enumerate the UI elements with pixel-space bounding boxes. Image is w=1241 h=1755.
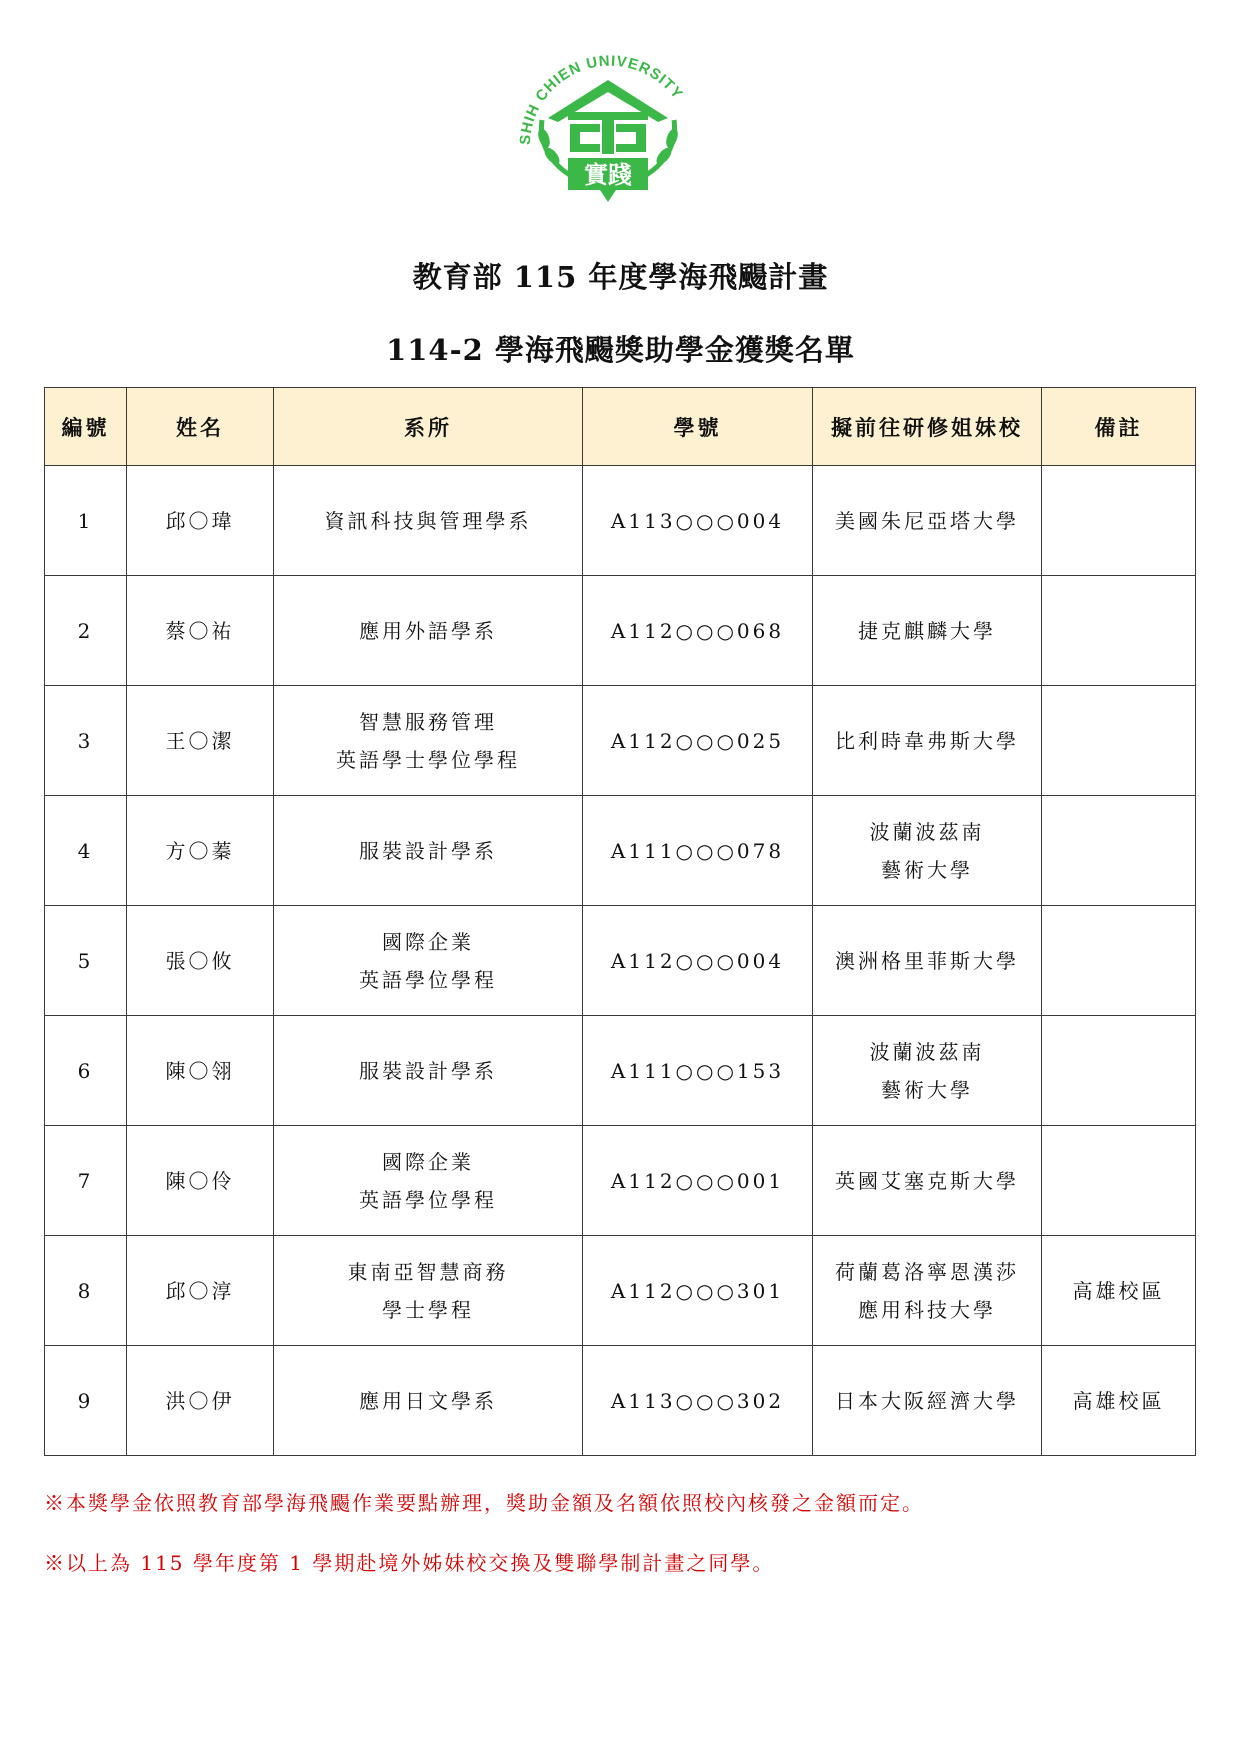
cell-note	[1042, 686, 1196, 796]
cell-dept-line: 服裝設計學系	[359, 838, 497, 863]
cell-school-line: 美國朱尼亞塔大學	[835, 508, 1019, 533]
table-row	[45, 1126, 1196, 1236]
footnote-1: ※本獎學金依照教育部學海飛颺作業要點辦理，獎助金額及名額依照校內核發之金額而定。	[44, 1491, 924, 1515]
page-subtitle: 114-2 學海飛颺獎助學金獲獎名單	[386, 333, 855, 367]
cell-school-line: 荷蘭葛洛寧恩漢莎	[835, 1259, 1019, 1284]
header-no: 編號	[45, 388, 127, 466]
cell-note: 高雄校區	[1042, 1346, 1196, 1456]
cell-school	[813, 1346, 1042, 1456]
table-row	[45, 906, 1196, 1016]
cell-dept	[274, 1346, 583, 1456]
cell-note	[1042, 1126, 1196, 1236]
cell-school	[813, 576, 1042, 686]
table-body	[45, 466, 1196, 1456]
cell-dept-line: 英語學位學程	[359, 1187, 497, 1212]
table-row	[45, 466, 1196, 576]
cell-name: 陳〇伶	[127, 1126, 274, 1236]
cell-school	[813, 1236, 1042, 1346]
cell-school	[813, 796, 1042, 906]
table-header-row	[45, 388, 1196, 466]
cell-no: 3	[45, 686, 127, 796]
cell-no: 7	[45, 1126, 127, 1236]
cell-name: 邱〇瑋	[127, 466, 274, 576]
cell-dept-line: 英語學士學位學程	[336, 747, 520, 772]
cell-name: 方〇蓁	[127, 796, 274, 906]
cell-school-line: 波蘭波茲南	[869, 819, 985, 844]
cell-note	[1042, 1016, 1196, 1126]
cell-no: 1	[45, 466, 127, 576]
header-name: 姓名	[127, 388, 274, 466]
cell-school	[813, 1126, 1042, 1236]
cell-dept-line: 學士學程	[382, 1297, 474, 1322]
cell-school	[813, 686, 1042, 796]
cell-dept-line: 國際企業	[382, 1149, 474, 1174]
cell-dept	[274, 686, 583, 796]
table-row	[45, 1016, 1196, 1126]
cell-school	[813, 466, 1042, 576]
table-row	[45, 1346, 1196, 1456]
cell-school-line: 捷克麒麟大學	[858, 618, 996, 643]
cell-school-line: 比利時韋弗斯大學	[835, 728, 1019, 753]
cell-dept	[274, 1236, 583, 1346]
header-note: 備註	[1042, 388, 1196, 466]
cell-no: 4	[45, 796, 127, 906]
cell-dept-line: 應用日文學系	[359, 1388, 497, 1413]
cell-dept	[274, 1016, 583, 1126]
cell-sid: A113○○○302	[583, 1346, 813, 1456]
cell-school-line: 澳洲格里菲斯大學	[835, 948, 1019, 973]
cell-name: 張〇攸	[127, 906, 274, 1016]
header-sid: 學號	[583, 388, 813, 466]
award-table	[44, 387, 1196, 1456]
cell-name: 蔡〇祐	[127, 576, 274, 686]
cell-dept-line: 英語學位學程	[359, 967, 497, 992]
logo-name: 實踐	[584, 161, 632, 189]
cell-school-line: 日本大阪經濟大學	[835, 1388, 1019, 1413]
cell-dept-line: 服裝設計學系	[359, 1058, 497, 1083]
cell-sid: A111○○○078	[583, 796, 813, 906]
cell-sid: A112○○○004	[583, 906, 813, 1016]
table-row	[45, 686, 1196, 796]
cell-note	[1042, 466, 1196, 576]
cell-name: 陳〇翎	[127, 1016, 274, 1126]
cell-name: 洪〇伊	[127, 1346, 274, 1456]
cell-sid: A112○○○301	[583, 1236, 813, 1346]
cell-name: 邱〇淳	[127, 1236, 274, 1346]
university-logo	[508, 50, 708, 210]
cell-note	[1042, 906, 1196, 1016]
footnote-2: ※以上為 115 學年度第 1 學期赴境外姊妹校交換及雙聯學制計畫之同學。	[44, 1551, 775, 1575]
table-row	[45, 796, 1196, 906]
cell-school	[813, 1016, 1042, 1126]
table-row	[45, 1236, 1196, 1346]
cell-note	[1042, 796, 1196, 906]
cell-dept-line: 智慧服務管理	[359, 709, 497, 734]
cell-school-line: 波蘭波茲南	[869, 1039, 985, 1064]
cell-dept-line: 國際企業	[382, 929, 474, 954]
cell-no: 8	[45, 1236, 127, 1346]
cell-sid: A112○○○068	[583, 576, 813, 686]
cell-no: 5	[45, 906, 127, 1016]
cell-school-line: 英國艾塞克斯大學	[835, 1168, 1019, 1193]
cell-school	[813, 906, 1042, 1016]
cell-school-line: 藝術大學	[881, 1077, 973, 1102]
cell-dept	[274, 906, 583, 1016]
cell-school-line: 應用科技大學	[858, 1297, 996, 1322]
cell-dept	[274, 1126, 583, 1236]
cell-dept-line: 資訊科技與管理學系	[324, 508, 532, 533]
cell-no: 2	[45, 576, 127, 686]
cell-sid: A113○○○004	[583, 466, 813, 576]
table-row	[45, 576, 1196, 686]
cell-sid: A111○○○153	[583, 1016, 813, 1126]
cell-dept-line: 東南亞智慧商務	[347, 1259, 509, 1284]
header-dept: 系所	[274, 388, 583, 466]
cell-dept-line: 應用外語學系	[359, 618, 497, 643]
cell-name: 王〇潔	[127, 686, 274, 796]
cell-note: 高雄校區	[1042, 1236, 1196, 1346]
cell-sid: A112○○○025	[583, 686, 813, 796]
page-title: 教育部 115 年度學海飛颺計畫	[412, 260, 829, 294]
logo-ring-text: SHIH CHIEN UNIVERSITY	[516, 52, 687, 146]
cell-no: 9	[45, 1346, 127, 1456]
cell-dept	[274, 576, 583, 686]
cell-no: 6	[45, 1016, 127, 1126]
cell-school-line: 藝術大學	[881, 857, 973, 882]
cell-sid: A112○○○001	[583, 1126, 813, 1236]
cell-dept	[274, 466, 583, 576]
cell-dept	[274, 796, 583, 906]
header-school: 擬前往研修姐妹校	[813, 388, 1042, 466]
cell-note	[1042, 576, 1196, 686]
